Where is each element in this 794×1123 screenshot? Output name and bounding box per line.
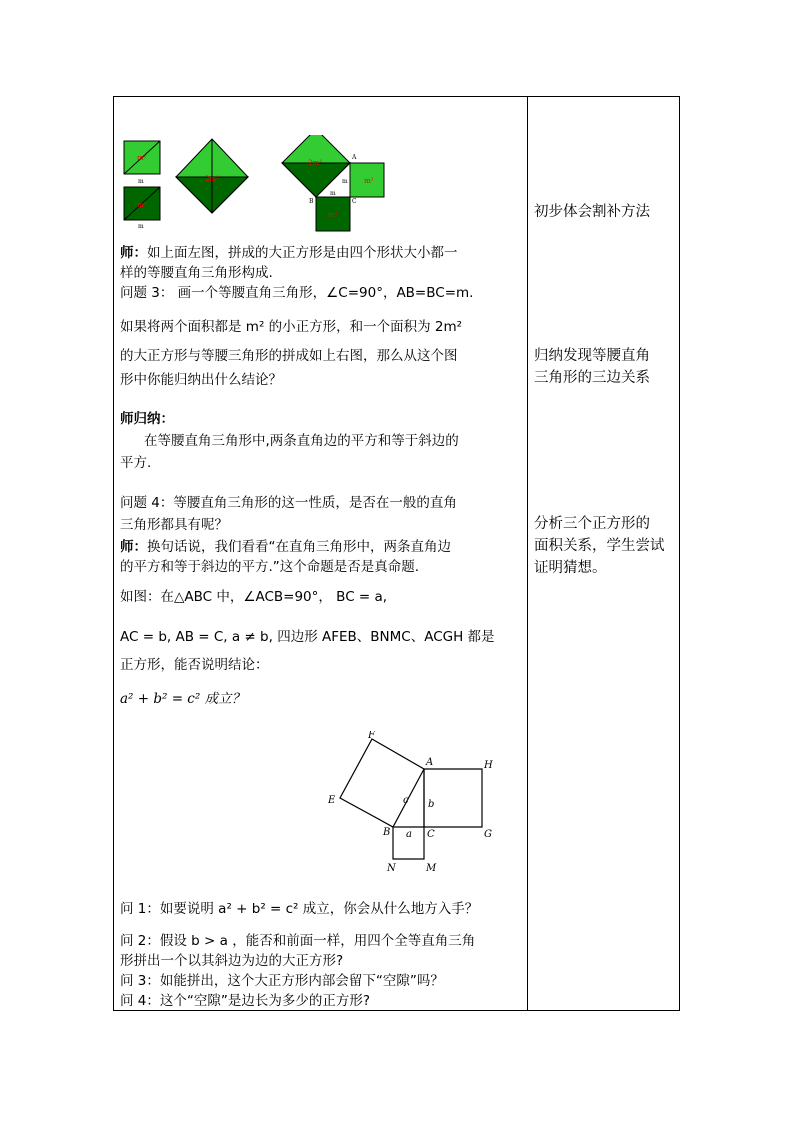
- m-label: m: [138, 223, 144, 230]
- text-line: 如果将两个面积都是 m² 的小正方形，和一个面积为 2m²: [120, 319, 463, 335]
- question-3: 问题 3： 画一个等腰直角三角形，∠C=90°，AB=BC=m.: [120, 285, 474, 301]
- label-G: G: [484, 829, 492, 840]
- summary-heading: 师归纳：: [120, 411, 174, 427]
- small-square-bottom: [124, 187, 160, 230]
- label-b: b: [428, 799, 435, 810]
- question-4: 问题 4：等腰直角三角形的这一性质，是否在一般的直角: [120, 495, 457, 511]
- m-label: m: [138, 178, 144, 185]
- text-line: 的平方和等于斜边的平方.”这个命题是否是真命题.: [120, 559, 420, 575]
- teacher-remark-1: 师：如上面左图，拼成的大正方形是由四个形状大小都一: [120, 245, 458, 261]
- pythagoras-diagram: [320, 731, 520, 881]
- summary-text: 在等腰直角三角形中,两条直角边的平方和等于斜边的: [144, 433, 459, 449]
- svg-text:m: m: [342, 178, 348, 185]
- svg-text:m: m: [330, 190, 336, 197]
- teacher-remark-2: 师：换句话说，我们看看“在直角三角形中，两条直角边: [120, 539, 451, 555]
- label-E: E: [328, 795, 336, 806]
- text-line: 形中你能归纳出什么结论？: [120, 372, 282, 388]
- text-line: AC = b, AB = C, a ≠ b, 四边形 AFEB、BNMC、ACGH 都是: [120, 629, 495, 645]
- svg-text:m²: m²: [364, 177, 374, 185]
- label-N: N: [387, 863, 396, 874]
- text-line: 三角形都具有呢？: [120, 517, 228, 533]
- text-line: 形拼出一个以其斜边为边的大正方形?: [120, 953, 344, 969]
- label-B: B: [383, 827, 391, 838]
- column-divider: [527, 97, 528, 1010]
- svg-text:m²: m²: [328, 211, 338, 219]
- text-line: 的大正方形与等腰三角形的拼成如上右图，那么从这个图: [120, 348, 458, 364]
- vertex-B: B: [309, 198, 314, 205]
- label-H: H: [484, 760, 493, 771]
- composite-figure: [282, 135, 384, 231]
- ask-1: 问 1：如要说明 a² + b² = c² 成立，你会从什么地方入手？: [120, 901, 479, 917]
- side-note-1: 初步体会割补方法: [534, 204, 650, 220]
- label-C: C: [427, 829, 435, 840]
- text-line: 样的等腰直角三角形构成.: [120, 265, 273, 281]
- m2-label: m²: [137, 154, 147, 162]
- text-line: 正方形，能否说明结论：: [120, 657, 269, 673]
- text-line: 平方.: [120, 455, 152, 471]
- lesson-table: [113, 96, 680, 1011]
- big-diamond: [176, 139, 248, 213]
- small-square-top: [124, 141, 160, 185]
- vertex-C: C: [352, 198, 357, 205]
- label-c: c: [403, 795, 409, 806]
- formula-line: a² + b² = c² 成立？: [120, 691, 246, 707]
- ask-2: 问 2：假设 b > a ，能否和前面一样，用四个全等直角三角: [120, 933, 476, 949]
- m2-label: m²: [137, 201, 147, 209]
- side-note-2: 归纳发现等腰直角 三角形的三边关系: [534, 348, 650, 386]
- two-m2-label: 2m²: [205, 175, 219, 183]
- label-a: a: [406, 829, 412, 840]
- ask-4: 问 4：这个“空隙”是边长为多少的正方形?: [120, 993, 371, 1009]
- label-F: F: [368, 731, 375, 741]
- label-M: M: [426, 863, 437, 874]
- side-note-3: 分析三个正方形的 面积关系，学生尝试 证明猜想。: [534, 516, 665, 576]
- vertex-A: A: [352, 154, 357, 161]
- label-A: A: [426, 757, 434, 768]
- svg-text:2m²: 2m²: [308, 159, 322, 167]
- figure-description: 如图：在△ABC 中，∠ACB=90°， BC = a,: [120, 589, 388, 605]
- ask-3: 问 3：如能拼出，这个大正方形内部会留下“空隙”吗？: [120, 973, 444, 989]
